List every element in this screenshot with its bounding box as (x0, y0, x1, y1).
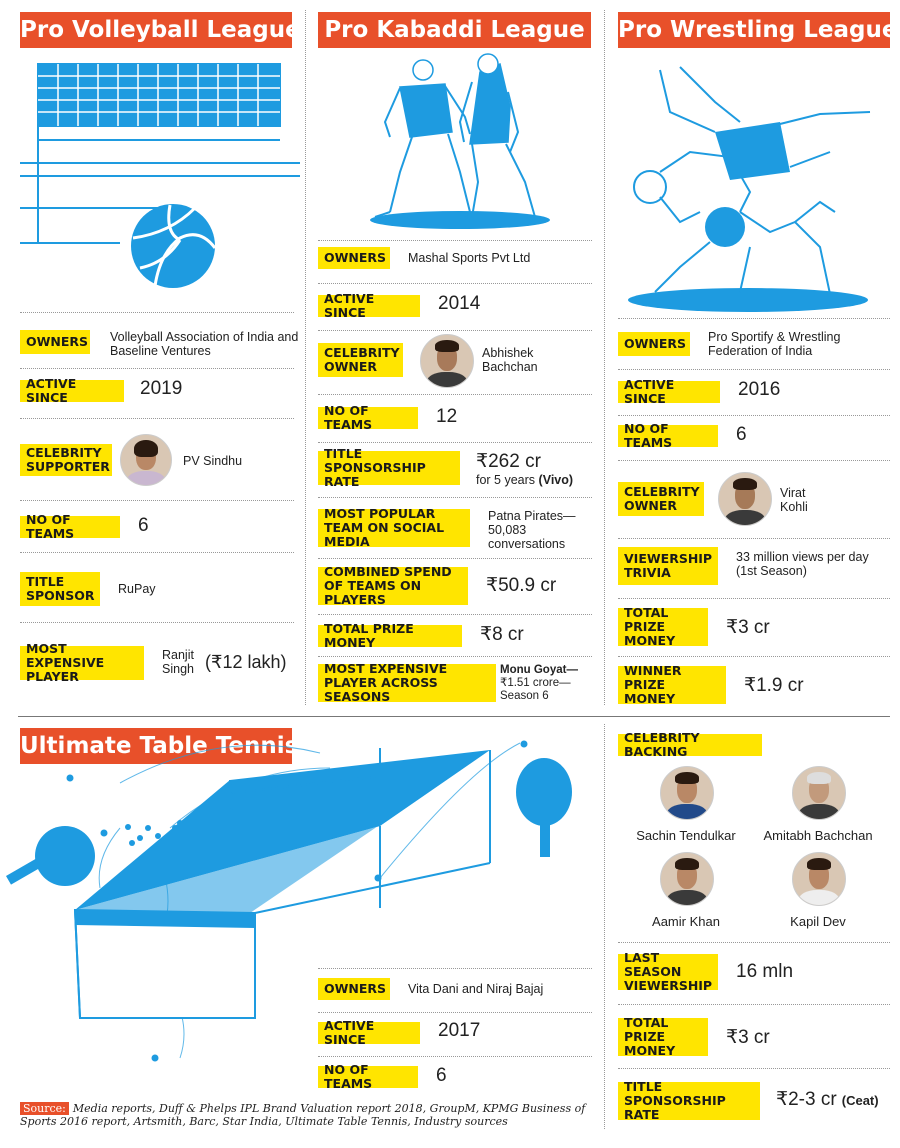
volleyball-illustration (20, 58, 300, 293)
wr-teams-label: NO OF TEAMS (618, 425, 718, 447)
wr-celebrity-value: Virat Kohli (780, 486, 808, 514)
tt-sponsorship-value: ₹2-3 cr (776, 1089, 837, 1110)
vb-active-label: ACTIVE SINCE (20, 380, 124, 402)
kb-spend-value: ₹50.9 cr (486, 575, 557, 596)
aamir-khan-avatar (660, 852, 714, 906)
wr-celebrity-label: CELEBRITY OWNER (618, 482, 704, 516)
source-label: Source: (20, 1102, 69, 1115)
kb-expensive-name: Monu Goyat— (500, 664, 578, 676)
row-divider (20, 552, 294, 553)
row-divider (618, 1004, 890, 1005)
vb-owners-value: Volleyball Association of India and Baseline Ventures (110, 330, 299, 358)
vb-teams-label: NO OF TEAMS (20, 516, 120, 538)
row-divider (318, 442, 592, 443)
column-divider (604, 724, 605, 1129)
vb-celebrity-value: PV Sindhu (183, 454, 243, 468)
tt-owners-label: OWNERS (318, 978, 390, 1000)
row-divider (618, 460, 890, 461)
source-note (20, 1102, 590, 1128)
wr-owners-label: OWNERS (618, 332, 690, 356)
row-divider (20, 418, 294, 419)
wr-active-value: 2016 (738, 379, 781, 400)
row-divider (618, 369, 890, 370)
row-divider (318, 394, 592, 395)
celeb-name-amitabh: Amitabh Bachchan (763, 828, 873, 843)
row-divider (318, 283, 592, 284)
section-divider (18, 716, 890, 717)
celeb-name-aamir: Aamir Khan (652, 914, 720, 929)
kb-expensive-value (500, 664, 590, 703)
row-divider (20, 312, 294, 313)
tt-prize-label: TOTAL PRIZE MONEY (618, 1018, 708, 1056)
tt-owners-value: Vita Dani and Niraj Bajaj (408, 982, 544, 996)
pv-sindhu-avatar (120, 434, 172, 486)
tt-sponsorship-value-group (776, 1088, 879, 1111)
row-divider (618, 942, 890, 943)
kb-sponsorship-years: for 5 years (476, 473, 536, 487)
amitabh-bachchan-avatar (792, 766, 846, 820)
row-divider (20, 500, 294, 501)
kabaddi-title: Pro Kabaddi League (318, 12, 591, 48)
source-text: Media reports, Duff & Phelps IPL Brand Valuation report 2018, GroupM, KPMG Business of Sports 2016 report, Artsmith, Barc, Star India, Ultimate Table Tennis, Industry sources (20, 1102, 586, 1128)
vb-celebrity-label: CELEBRITY SUPPORTER (20, 444, 112, 476)
tt-viewership-value: 16 mln (736, 961, 794, 982)
wr-prize-label: TOTAL PRIZE MONEY (618, 608, 708, 646)
kabaddi-illustration (360, 52, 560, 237)
vb-sponsor-value: RuPay (118, 582, 156, 596)
kb-prize-label: TOTAL PRIZE MONEY (318, 625, 462, 647)
column-divider (305, 10, 306, 705)
row-divider (318, 968, 592, 969)
tt-teams-value: 6 (436, 1065, 447, 1086)
kb-active-value: 2014 (438, 293, 481, 314)
kb-sponsorship-note (476, 473, 573, 487)
kb-spend-label: COMBINED SPEND OF TEAMS ON PLAYERS (318, 567, 468, 605)
celeb-name-sachin: Sachin Tendulkar (636, 828, 736, 843)
row-divider (318, 558, 592, 559)
wr-owners-value: Pro Sportify & Wrestling Federation of India (708, 330, 841, 358)
wr-trivia-label: VIEWERSHIP TRIVIA (618, 547, 718, 585)
kb-celebrity-label: CELEBRITY OWNER (318, 343, 403, 377)
kb-owners-value: Mashal Sports Pvt Ltd (408, 251, 531, 265)
row-divider (618, 538, 890, 539)
vb-sponsor-label: TITLE SPONSOR (20, 572, 100, 606)
kb-prize-value: ₹8 cr (480, 624, 524, 645)
tt-viewership-label: LAST SEASON VIEWERSHIP (618, 954, 718, 990)
vb-active-value: 2019 (140, 378, 183, 399)
row-divider (318, 330, 592, 331)
kb-active-label: ACTIVE SINCE (318, 295, 420, 317)
row-divider (618, 415, 890, 416)
kb-sponsorship-value: ₹262 cr (476, 451, 541, 472)
kb-teams-value: 12 (436, 406, 458, 427)
kb-owners-label: OWNERS (318, 247, 390, 269)
row-divider (618, 318, 890, 319)
row-divider (618, 598, 890, 599)
kb-popular-label: MOST POPULAR TEAM ON SOCIAL MEDIA (318, 509, 470, 547)
volleyball-title: Pro Volleyball League (20, 12, 292, 48)
kb-expensive-amount: ₹1.51 crore—Season 6 (500, 677, 571, 702)
tt-sponsorship-brand: (Ceat) (841, 1093, 879, 1108)
vb-teams-value: 6 (138, 515, 149, 536)
tt-backing-label: CELEBRITY BACKING (618, 734, 762, 756)
kapil-dev-avatar (792, 852, 846, 906)
tt-active-value: 2017 (438, 1020, 481, 1041)
tabletennis-title: Ultimate Table Tennis (20, 728, 292, 764)
vb-expensive-name: Ranjit Singh (162, 648, 194, 676)
wr-winner-value: ₹1.9 cr (744, 675, 804, 696)
row-divider (20, 368, 294, 369)
row-divider (618, 656, 890, 657)
row-divider (618, 1068, 890, 1069)
column-divider (604, 10, 605, 705)
wrestling-title: Pro Wrestling League (618, 12, 890, 48)
tt-prize-value: ₹3 cr (726, 1027, 770, 1048)
celeb-name-kapil: Kapil Dev (790, 914, 846, 929)
virat-kohli-avatar (718, 472, 772, 526)
row-divider (318, 240, 592, 241)
kb-popular-value: Patna Pirates—50,083 conversations (488, 509, 576, 551)
row-divider (318, 1056, 592, 1057)
wr-active-label: ACTIVE SINCE (618, 381, 720, 403)
wr-trivia-value: 33 million views per day (1st Season) (736, 550, 869, 578)
tt-active-label: ACTIVE SINCE (318, 1022, 420, 1044)
kb-celebrity-value: Abhishek Bachchan (482, 346, 538, 374)
kb-sponsorship-brand: (Vivo) (538, 473, 574, 487)
vb-expensive-price: (₹12 lakh) (205, 652, 287, 672)
kb-sponsorship-label: TITLE SPONSORSHIP RATE (318, 451, 460, 485)
sachin-tendulkar-avatar (660, 766, 714, 820)
wr-teams-value: 6 (736, 424, 747, 445)
row-divider (318, 1012, 592, 1013)
vb-owners-label: OWNERS (20, 330, 90, 354)
tt-sponsorship-label: TITLE SPONSORSHIP RATE (618, 1082, 760, 1120)
abhishek-bachchan-avatar (420, 334, 474, 388)
row-divider (318, 497, 592, 498)
wr-winner-label: WINNER PRIZE MONEY (618, 666, 726, 704)
kb-expensive-label: MOST EXPENSIVE PLAYER ACROSS SEASONS (318, 664, 496, 702)
wrestling-illustration (620, 62, 880, 317)
tabletennis-illustration (0, 728, 600, 1068)
wr-prize-value: ₹3 cr (726, 617, 770, 638)
vb-expensive-label: MOST EXPENSIVE PLAYER (20, 646, 144, 680)
row-divider (318, 614, 592, 615)
row-divider (318, 656, 592, 657)
kb-teams-label: NO OF TEAMS (318, 407, 418, 429)
tt-teams-label: NO OF TEAMS (318, 1066, 418, 1088)
row-divider (20, 622, 294, 623)
